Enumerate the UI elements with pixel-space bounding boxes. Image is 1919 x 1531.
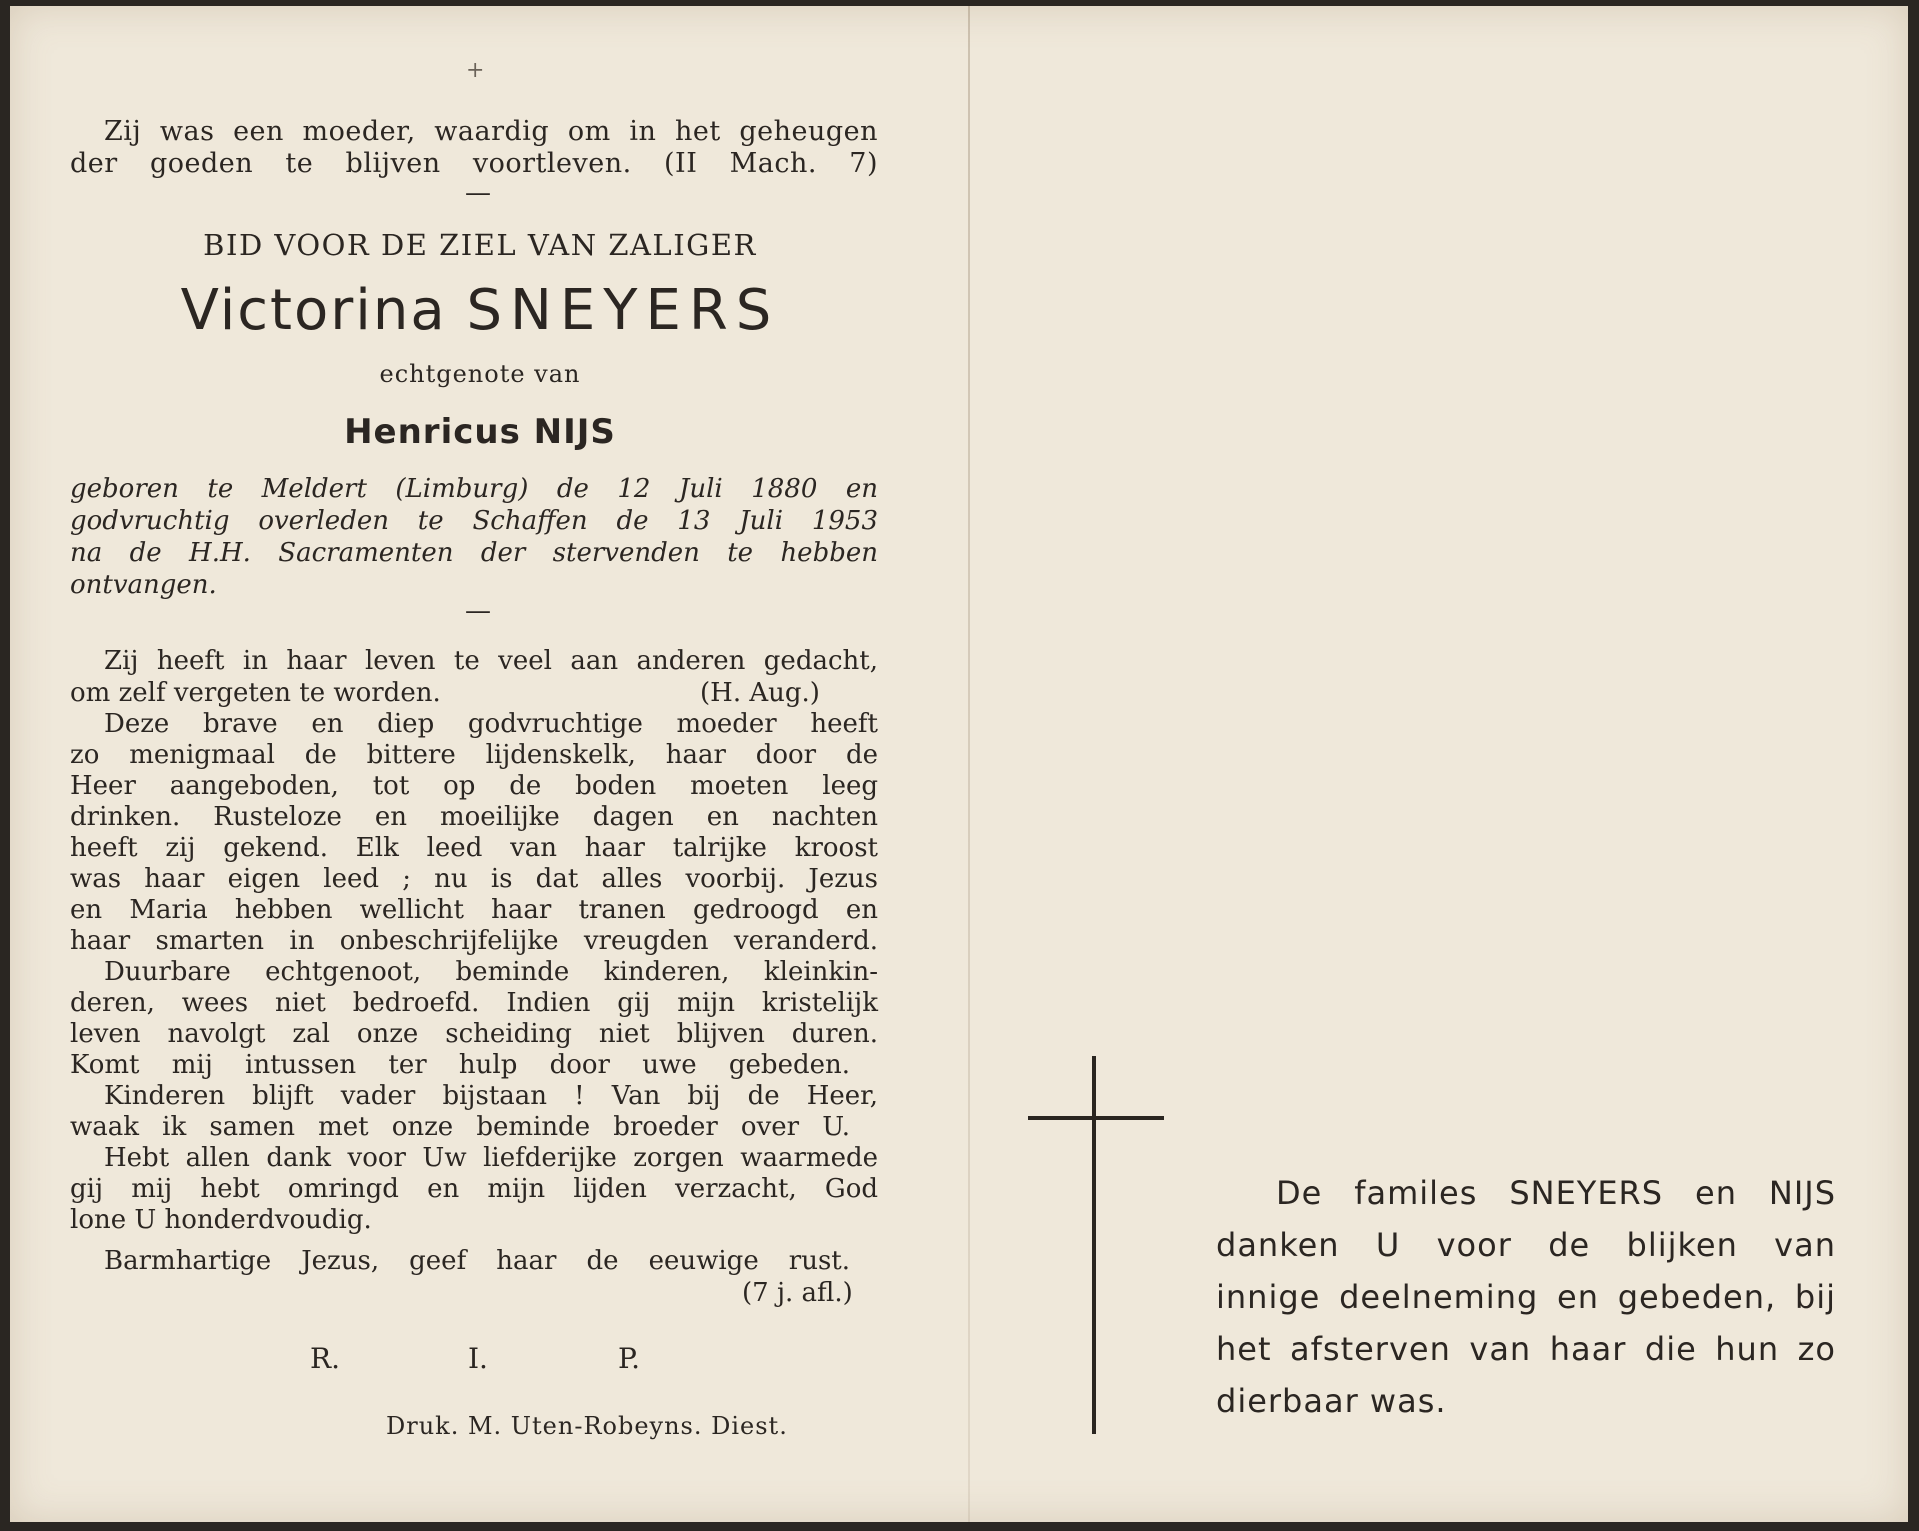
card-fold <box>968 6 970 1522</box>
text-line-21: (7 j. afl.) <box>742 1278 853 1308</box>
text-line-2-source: (H. Aug.) <box>700 678 820 708</box>
dates-line-3: na de H.H. Sacramenten der stervenden te hebben <box>70 538 878 568</box>
text-line-11: Duurbare echtgenoot, beminde kinderen, kleinkin- <box>104 957 878 987</box>
rip-i: I. <box>468 1342 488 1375</box>
rip-r: R. <box>310 1342 340 1375</box>
thanks-line-4: het afsterven van haar die hun zo <box>1216 1330 1836 1368</box>
text-line-20: Barmhartige Jezus, geef haar de eeuwige rust. <box>104 1246 850 1276</box>
text-line-19: lone U honderdvoudig. <box>70 1205 372 1235</box>
text-line-17: Hebt allen dank voor Uw liefderijke zorgen waarmede <box>104 1143 878 1173</box>
separator-2: — <box>465 596 491 626</box>
text-line-1: Zij heeft in haar leven te veel aan anderen gedacht, <box>104 646 878 676</box>
deceased-surname: SNEYERS <box>466 278 780 343</box>
text-line-2: om zelf vergeten te worden. <box>70 678 441 708</box>
text-line-3: Deze brave en diep godvruchtige moeder heeft <box>104 709 878 739</box>
text-line-15: Kinderen blijft vader bijstaan ! Van bij de Heer, <box>104 1081 878 1111</box>
text-line-4: zo menigmaal de bittere lijdenskelk, haar door de <box>70 740 878 770</box>
dates-line-4: ontvangen. <box>70 570 217 600</box>
thanks-line-3: innige deelneming en gebeden, bij <box>1216 1278 1836 1316</box>
text-line-5: Heer aangeboden, tot op de boden moeten leeg <box>70 771 878 801</box>
text-line-8: was haar eigen leed ; nu is dat alles voorbij. Jezus <box>70 864 878 894</box>
thanks-line-5: dierbaar was. <box>1216 1382 1447 1420</box>
text-line-12: deren, wees niet bedroefd. Indien gij mijn kristelijk <box>70 988 878 1018</box>
text-line-16: waak ik samen met onze beminde broeder over U. <box>70 1112 850 1142</box>
text-line-6: drinken. Rusteloze en moeilijke dagen en nachten <box>70 802 878 832</box>
text-line-10: haar smarten in onbeschrijfelijke vreugden veranderd. <box>70 926 878 956</box>
memorial-card <box>10 6 1908 1522</box>
rip-p: P. <box>618 1342 641 1375</box>
deceased-first-name: Victorina <box>180 278 447 343</box>
text-line-7: heeft zij gekend. Elk leed van haar talrijke kroost <box>70 833 878 863</box>
separator-1: — <box>465 178 491 208</box>
cross-icon-vertical <box>1092 1056 1096 1434</box>
printer-credit: Druk. M. Uten-Robeyns. Diest. <box>386 1412 788 1440</box>
spouse-name: Henricus NIJS <box>344 412 616 452</box>
text-line-14: Komt mij intussen ter hulp door uwe gebeden. <box>70 1050 850 1080</box>
thanks-line-2: danken U voor de blijken van <box>1216 1226 1836 1264</box>
text-line-18: gij mij hebt omringd en mijn lijden verzacht, God <box>70 1174 878 1204</box>
spouse-label: echtgenote van <box>379 360 581 388</box>
thanks-line-1: De familes SNEYERS en NIJS <box>1276 1174 1836 1212</box>
epigraph-line-1: Zij was een moeder, waardig om in het geheugen <box>104 116 878 147</box>
small-cross-mark: + <box>466 58 485 83</box>
epigraph-line-2: der goeden te blijven voortleven. (II Mach. 7) <box>70 148 878 179</box>
text-line-13: leven navolgt zal onze scheiding niet blijven duren. <box>70 1019 878 1049</box>
dates-line-1: geboren te Meldert (Limburg) de 12 Juli 1880 en <box>70 474 878 504</box>
dates-line-2: godvruchtig overleden te Schaffen de 13 Juli 1953 <box>70 506 878 536</box>
prayer-heading: BID VOOR DE ZIEL VAN ZALIGER <box>203 228 757 262</box>
deceased-name <box>70 278 890 343</box>
text-line-9: en Maria hebben wellicht haar tranen gedroogd en <box>70 895 878 925</box>
cross-icon-horizontal <box>1028 1116 1164 1120</box>
